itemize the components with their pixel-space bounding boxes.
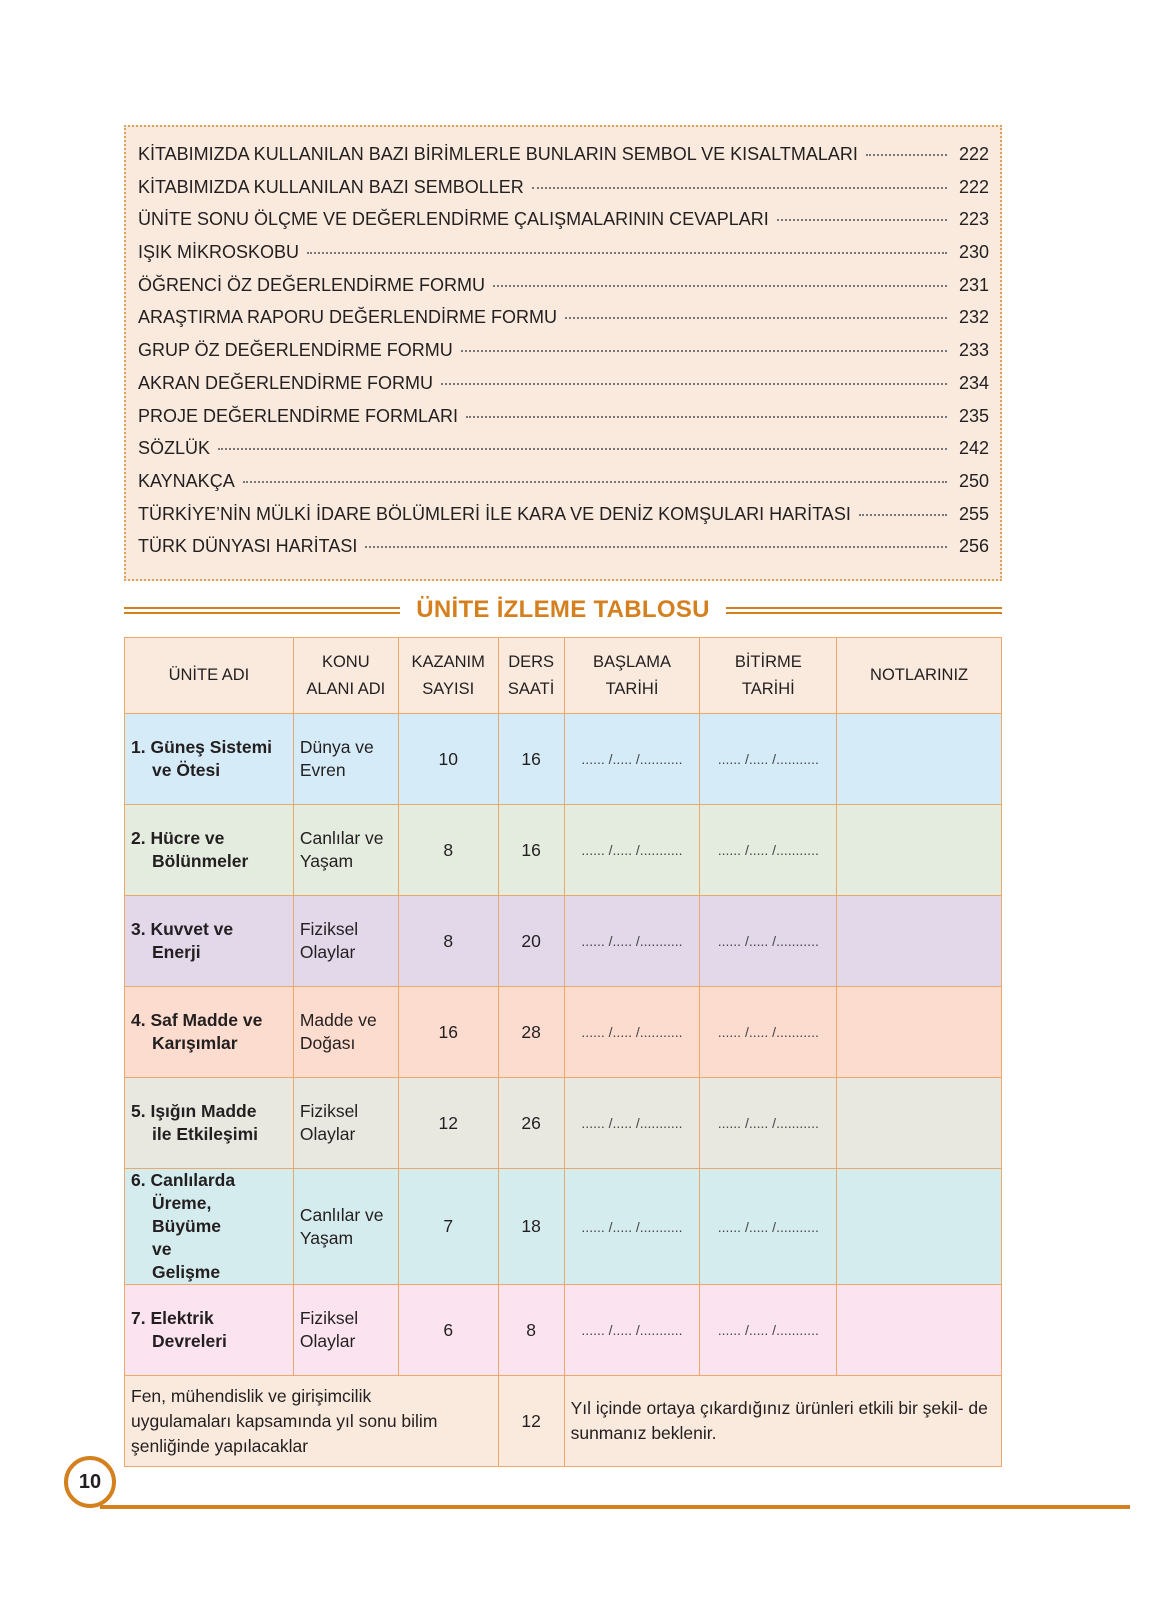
dot-leader [777, 219, 947, 221]
area-line: Olaylar [299, 942, 356, 962]
subject-area [293, 1169, 398, 1285]
toc-title: GRUP ÖZ DEĞERLENDİRME FORMU [138, 340, 453, 361]
table-of-contents [124, 125, 1002, 581]
table-row [125, 987, 1002, 1078]
subject-area [293, 987, 398, 1078]
toc-page: 250 [958, 470, 989, 491]
header-kazanim [398, 638, 498, 714]
unit-name [125, 714, 294, 805]
area-line: Fiziksel [299, 1308, 359, 1328]
end-date-field[interactable]: ...... /..... /........... [700, 1078, 837, 1169]
toc-title: KİTABIMIZDA KULLANILAN BAZI BİRİMLERLE BUNLARIN SEMBOL VE KISALTMALARI [138, 144, 858, 164]
dot-leader [532, 187, 947, 189]
header-unit: ÜNİTE ADI [125, 638, 294, 714]
unit-tracking-table [124, 637, 1002, 1467]
subject-area [293, 1078, 398, 1169]
notes-field[interactable] [837, 987, 1002, 1078]
area-line: Evren [299, 760, 346, 780]
toc-title: KAYNAKÇA [138, 470, 235, 491]
toc-title: ÜNİTE SONU ÖLÇME VE DEĞERLENDİRME ÇALIŞMALARININ CEVAPLARI [138, 209, 769, 230]
lesson-hours: 20 [498, 896, 564, 987]
toc-entry[interactable] [138, 177, 989, 210]
toc-entry[interactable] [138, 144, 989, 177]
header-text: KAZANIM [411, 652, 485, 671]
start-date-field[interactable]: ...... /..... /........... [564, 896, 700, 987]
end-date-field[interactable]: ...... /..... /........... [700, 805, 837, 896]
table-title: ÜNİTE İZLEME TABLOSU [416, 596, 710, 623]
area-line: Olaylar [299, 1124, 356, 1144]
unit-name [125, 805, 294, 896]
toc-page: 242 [958, 438, 989, 459]
toc-page: 223 [958, 209, 989, 230]
toc-entry[interactable] [138, 209, 989, 242]
lesson-hours: 16 [498, 805, 564, 896]
toc-page: 234 [958, 372, 989, 393]
start-date-field[interactable]: ...... /..... /........... [564, 805, 700, 896]
start-date-field[interactable]: ...... /..... /........... [564, 987, 700, 1078]
toc-title: TÜRKİYE’NİN MÜLKİ İDARE BÖLÜMLERİ İLE KARA VE DENİZ KOMŞULARI HARİTASI [138, 503, 851, 524]
lesson-hours: 8 [498, 1285, 564, 1376]
toc-entry[interactable] [138, 438, 989, 471]
unit-name-line: Karışımlar [152, 1033, 238, 1053]
toc-title: PROJE DEĞERLENDİRME FORMLARI [138, 405, 459, 426]
unit-name-line: 7. Elektrik [131, 1308, 214, 1328]
end-date-field[interactable]: ...... /..... /........... [700, 896, 837, 987]
decorative-double-line [726, 607, 1002, 614]
header-text: DERS [508, 652, 555, 671]
end-date-field[interactable]: ...... /..... /........... [700, 1285, 837, 1376]
toc-title: KİTABIMIZDA KULLANILAN BAZI SEMBOLLER [138, 176, 524, 197]
subject-area [293, 714, 398, 805]
start-date-field[interactable]: ...... /..... /........... [564, 1169, 700, 1285]
header-notes: NOTLARINIZ [837, 638, 1002, 714]
toc-page: 255 [958, 503, 989, 524]
toc-title: ARAŞTIRMA RAPORU DEĞERLENDİRME FORMU [138, 307, 558, 328]
kazanim-count: 12 [398, 1078, 498, 1169]
subject-area [293, 896, 398, 987]
area-line: Fiziksel [299, 1101, 359, 1121]
header-text: SAYISI [422, 679, 475, 698]
dot-leader [859, 514, 947, 516]
toc-title: ÖĞRENCİ ÖZ DEĞERLENDİRME FORMU [138, 274, 486, 295]
area-line: Canlılar ve [299, 828, 384, 848]
unit-name [125, 896, 294, 987]
toc-entry[interactable] [138, 373, 989, 406]
decorative-double-line [124, 607, 400, 614]
subject-area [293, 805, 398, 896]
unit-name [125, 1169, 294, 1285]
toc-entry[interactable] [138, 504, 989, 537]
dot-leader [218, 448, 947, 450]
header-text: KONU [321, 652, 370, 671]
lesson-hours: 28 [498, 987, 564, 1078]
footer-activity: Fen, mühendislik ve girişimcilik uygulamaları kapsamında yıl sonu bilim şenliğinde yapılacaklar [125, 1376, 499, 1467]
footer-note: Yıl içinde ortaya çıkardığınız ürünleri etkili bir şekil- de sunmanız beklenir. [564, 1376, 1001, 1467]
kazanim-count: 6 [398, 1285, 498, 1376]
start-date-field[interactable]: ...... /..... /........... [564, 1078, 700, 1169]
kazanim-count: 16 [398, 987, 498, 1078]
header-end [700, 638, 837, 714]
notes-field[interactable] [837, 805, 1002, 896]
table-row [125, 805, 1002, 896]
kazanim-count: 10 [398, 714, 498, 805]
notes-field[interactable] [837, 1078, 1002, 1169]
toc-entry[interactable] [138, 307, 989, 340]
notes-field[interactable] [837, 1285, 1002, 1376]
notes-field[interactable] [837, 896, 1002, 987]
dot-leader [307, 252, 947, 254]
area-line: Yaşam [299, 1227, 354, 1248]
unit-name-line: 3. Kuvvet ve [131, 919, 234, 939]
header-text: ALANI ADI [306, 679, 386, 698]
unit-name-line: 1. Güneş Sistemi [131, 737, 273, 757]
toc-title: IŞIK MİKROSKOBU [138, 242, 300, 263]
table-row [125, 1078, 1002, 1169]
unit-name-line: Üreme, Büyüme ve Gelişme [152, 1193, 222, 1282]
unit-name-line: ile Etkileşimi [152, 1124, 259, 1144]
area-line: Madde ve [299, 1010, 377, 1030]
lesson-hours: 16 [498, 714, 564, 805]
unit-name-line: 5. Işığın Madde [131, 1101, 257, 1121]
start-date-field[interactable]: ...... /..... /........... [564, 1285, 700, 1376]
toc-title: SÖZLÜK [138, 438, 211, 459]
dot-leader [461, 350, 947, 352]
unit-name [125, 987, 294, 1078]
toc-entry[interactable] [138, 536, 989, 569]
header-text: BİTİRME [734, 652, 802, 671]
end-date-field[interactable]: ...... /..... /........... [700, 714, 837, 805]
dot-leader [565, 317, 947, 319]
footer-hours: 12 [498, 1376, 564, 1467]
kazanim-count: 7 [398, 1169, 498, 1285]
area-line: Canlılar ve [299, 1204, 384, 1225]
dot-leader [243, 481, 947, 483]
header-text: SAATİ [507, 679, 555, 698]
subject-area [293, 1285, 398, 1376]
header-start [564, 638, 700, 714]
area-line: Olaylar [299, 1331, 356, 1351]
unit-name-line: Devreleri [152, 1331, 227, 1351]
unit-name-line: Enerji [152, 942, 201, 962]
toc-entry[interactable] [138, 406, 989, 439]
lesson-hours: 18 [498, 1169, 564, 1285]
toc-entry[interactable] [138, 340, 989, 373]
end-date-field[interactable]: ...... /..... /........... [700, 1169, 837, 1285]
toc-page: 256 [958, 536, 989, 557]
toc-title: TÜRK DÜNYASI HARİTASI [138, 536, 358, 557]
toc-page: 222 [958, 176, 989, 197]
dot-leader [365, 546, 947, 548]
toc-page: 222 [958, 144, 989, 164]
toc-title: AKRAN DEĞERLENDİRME FORMU [138, 372, 434, 393]
toc-page: 231 [958, 274, 989, 295]
toc-page: 230 [958, 242, 989, 263]
toc-page: 235 [958, 405, 989, 426]
dot-leader [466, 416, 947, 418]
end-date-field[interactable]: ...... /..... /........... [700, 987, 837, 1078]
unit-name-line: 6. Canlılarda [131, 1170, 236, 1190]
unit-name-line: 2. Hücre ve [131, 828, 225, 848]
table-row [125, 1285, 1002, 1376]
section-title [124, 592, 1002, 628]
table-header-row [125, 638, 1002, 714]
kazanim-count: 8 [398, 805, 498, 896]
unit-name-line: 4. Saf Madde ve [131, 1010, 263, 1030]
page-number: 10 [64, 1456, 116, 1508]
header-text: BAŞLAMA [593, 652, 671, 671]
dot-leader [866, 154, 947, 156]
table-row [125, 1169, 1002, 1285]
start-date-field[interactable]: ...... /..... /........... [564, 714, 700, 805]
header-area [293, 638, 398, 714]
toc-page: 233 [958, 340, 989, 361]
dot-leader [493, 285, 947, 287]
lesson-hours: 26 [498, 1078, 564, 1169]
dot-leader [441, 383, 947, 385]
toc-entry[interactable] [138, 471, 989, 504]
bottom-rule [100, 1505, 1130, 1509]
header-text: TARİHİ [741, 679, 795, 698]
area-line: Dünya ve [299, 737, 374, 757]
area-line: Doğası [299, 1033, 356, 1053]
notes-field[interactable] [837, 1169, 1002, 1285]
header-text: TARİHİ [605, 679, 659, 698]
table-row [125, 896, 1002, 987]
unit-name-line: Bölünmeler [152, 851, 249, 871]
notes-field[interactable] [837, 714, 1002, 805]
unit-name [125, 1285, 294, 1376]
area-line: Fiziksel [299, 919, 359, 939]
toc-entry[interactable] [138, 275, 989, 308]
toc-entry[interactable] [138, 242, 989, 275]
footer-row [125, 1376, 1002, 1467]
toc-page: 232 [958, 307, 989, 328]
table-row [125, 714, 1002, 805]
area-line: Yaşam [299, 851, 354, 871]
unit-name [125, 1078, 294, 1169]
kazanim-count: 8 [398, 896, 498, 987]
header-ders [498, 638, 564, 714]
unit-name-line: ve Ötesi [152, 760, 221, 780]
